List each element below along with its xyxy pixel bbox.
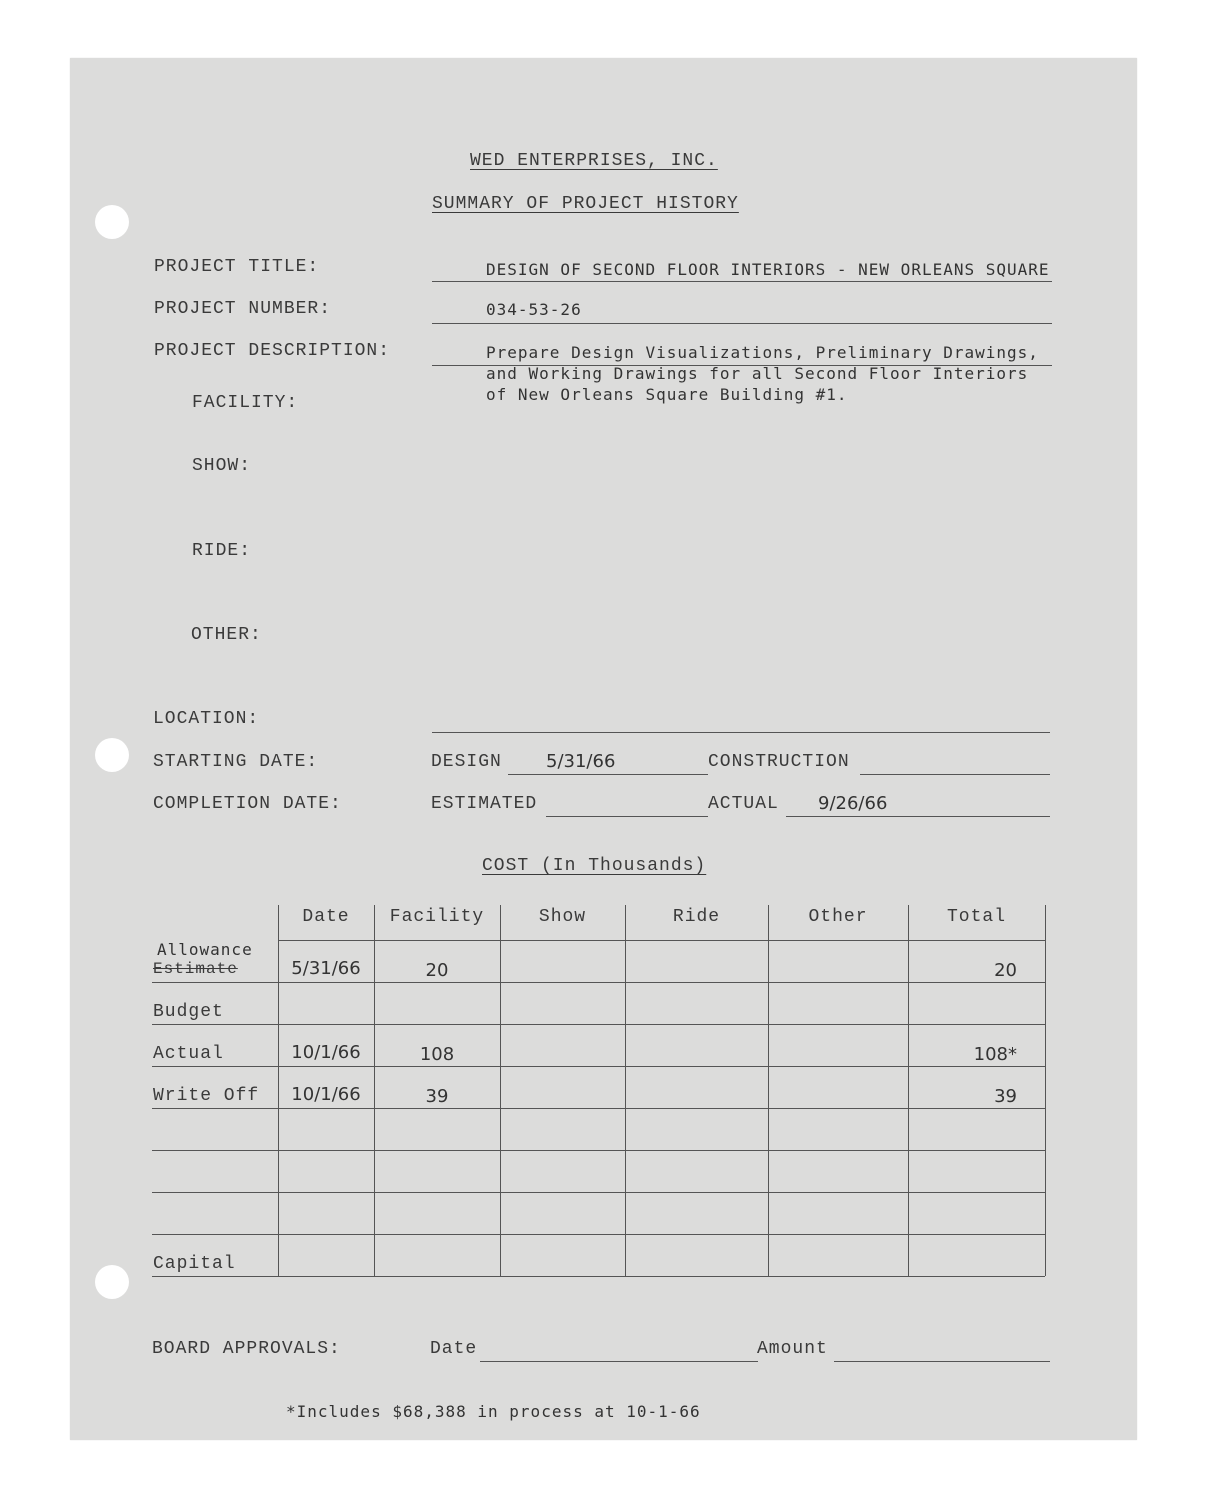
cell-total: 39	[994, 1086, 1017, 1107]
row-label-top: Allowance	[157, 940, 253, 959]
cell-date: 10/1/66	[291, 1042, 361, 1063]
actual-label: ACTUAL	[708, 794, 779, 814]
cost-title: COST (In Thousands)	[482, 856, 707, 876]
table-row-divider	[152, 1192, 1045, 1193]
ride-label: RIDE:	[192, 541, 252, 561]
project-number-label: PROJECT NUMBER:	[154, 299, 332, 319]
facility-label: FACILITY:	[192, 393, 299, 413]
completion-date-label: COMPLETION DATE:	[153, 794, 342, 814]
construction-label: CONSTRUCTION	[708, 752, 850, 772]
field-underline	[860, 774, 1050, 775]
cell-date: 5/31/66	[291, 958, 361, 979]
table-row-divider	[278, 940, 1045, 941]
starting-date-label: STARTING DATE:	[153, 752, 319, 772]
row-label: Capital	[153, 1254, 236, 1274]
board-amount-label: Amount	[757, 1339, 828, 1359]
project-description-label: PROJECT DESCRIPTION:	[154, 341, 391, 361]
table-row-divider	[152, 1024, 1045, 1025]
board-approvals-label: BOARD APPROVALS:	[152, 1339, 341, 1359]
field-underline	[432, 323, 1052, 324]
column-header-facility: Facility	[389, 907, 485, 927]
table-column-divider	[1045, 905, 1046, 1276]
cell-total: 108*	[973, 1044, 1017, 1065]
table-row-divider	[152, 1066, 1045, 1067]
design-label: DESIGN	[431, 752, 502, 772]
project-number-value: 034-53-26	[486, 300, 582, 319]
binder-hole	[95, 205, 129, 239]
field-underline	[546, 816, 708, 817]
table-row-divider	[152, 1276, 1045, 1277]
column-header-total: Total	[946, 907, 1006, 927]
board-date-label: Date	[430, 1339, 478, 1359]
table-row-divider	[152, 982, 1045, 983]
binder-hole	[95, 738, 129, 772]
field-underline	[480, 1361, 758, 1362]
binder-hole	[95, 1265, 129, 1299]
table-row-divider	[152, 1234, 1045, 1235]
cell-facility: 39	[425, 1086, 449, 1107]
field-underline	[508, 774, 708, 775]
column-header-date: Date	[302, 907, 350, 927]
table-column-divider	[500, 905, 501, 1276]
actual-date-value: 9/26/66	[818, 793, 888, 814]
project-title-label: PROJECT TITLE:	[154, 257, 320, 277]
table-column-divider	[625, 905, 626, 1276]
project-description-line: of New Orleans Square Building #1.	[486, 385, 848, 404]
field-underline	[432, 281, 1052, 282]
project-description-line: Prepare Design Visualizations, Preliminary Drawings,	[486, 343, 1039, 362]
table-row-divider	[152, 1150, 1045, 1151]
cell-total: 20	[994, 960, 1017, 981]
location-label: LOCATION:	[153, 709, 260, 729]
estimated-label: ESTIMATED	[431, 794, 538, 814]
cell-facility: 108	[419, 1044, 455, 1065]
project-title-value: DESIGN OF SECOND FLOOR INTERIORS - NEW ORLEANS SQUARE	[486, 260, 1050, 279]
show-label: SHOW:	[192, 456, 252, 476]
company-name: WED ENTERPRISES, INC.	[470, 151, 718, 171]
field-underline	[786, 816, 1050, 817]
field-underline	[432, 732, 1050, 733]
table-row-divider	[152, 1108, 1045, 1109]
field-underline	[834, 1361, 1050, 1362]
column-header-show: Show	[538, 907, 587, 927]
row-label: Estimate	[153, 960, 238, 978]
column-header-ride: Ride	[672, 907, 721, 927]
footnote: *Includes $68,388 in process at 10-1-66	[286, 1402, 701, 1421]
page-title: SUMMARY OF PROJECT HISTORY	[432, 194, 739, 214]
cell-facility: 20	[425, 960, 449, 981]
other-label: OTHER:	[191, 625, 262, 645]
project-description-line: and Working Drawings for all Second Floor Interiors	[486, 364, 1029, 383]
cell-date: 10/1/66	[291, 1084, 361, 1105]
table-column-divider	[768, 905, 769, 1276]
design-date-value: 5/31/66	[546, 751, 616, 772]
row-label: Write Off	[153, 1086, 260, 1106]
column-header-other: Other	[808, 907, 868, 927]
row-label: Budget	[153, 1002, 224, 1022]
row-label: Actual	[153, 1044, 224, 1064]
